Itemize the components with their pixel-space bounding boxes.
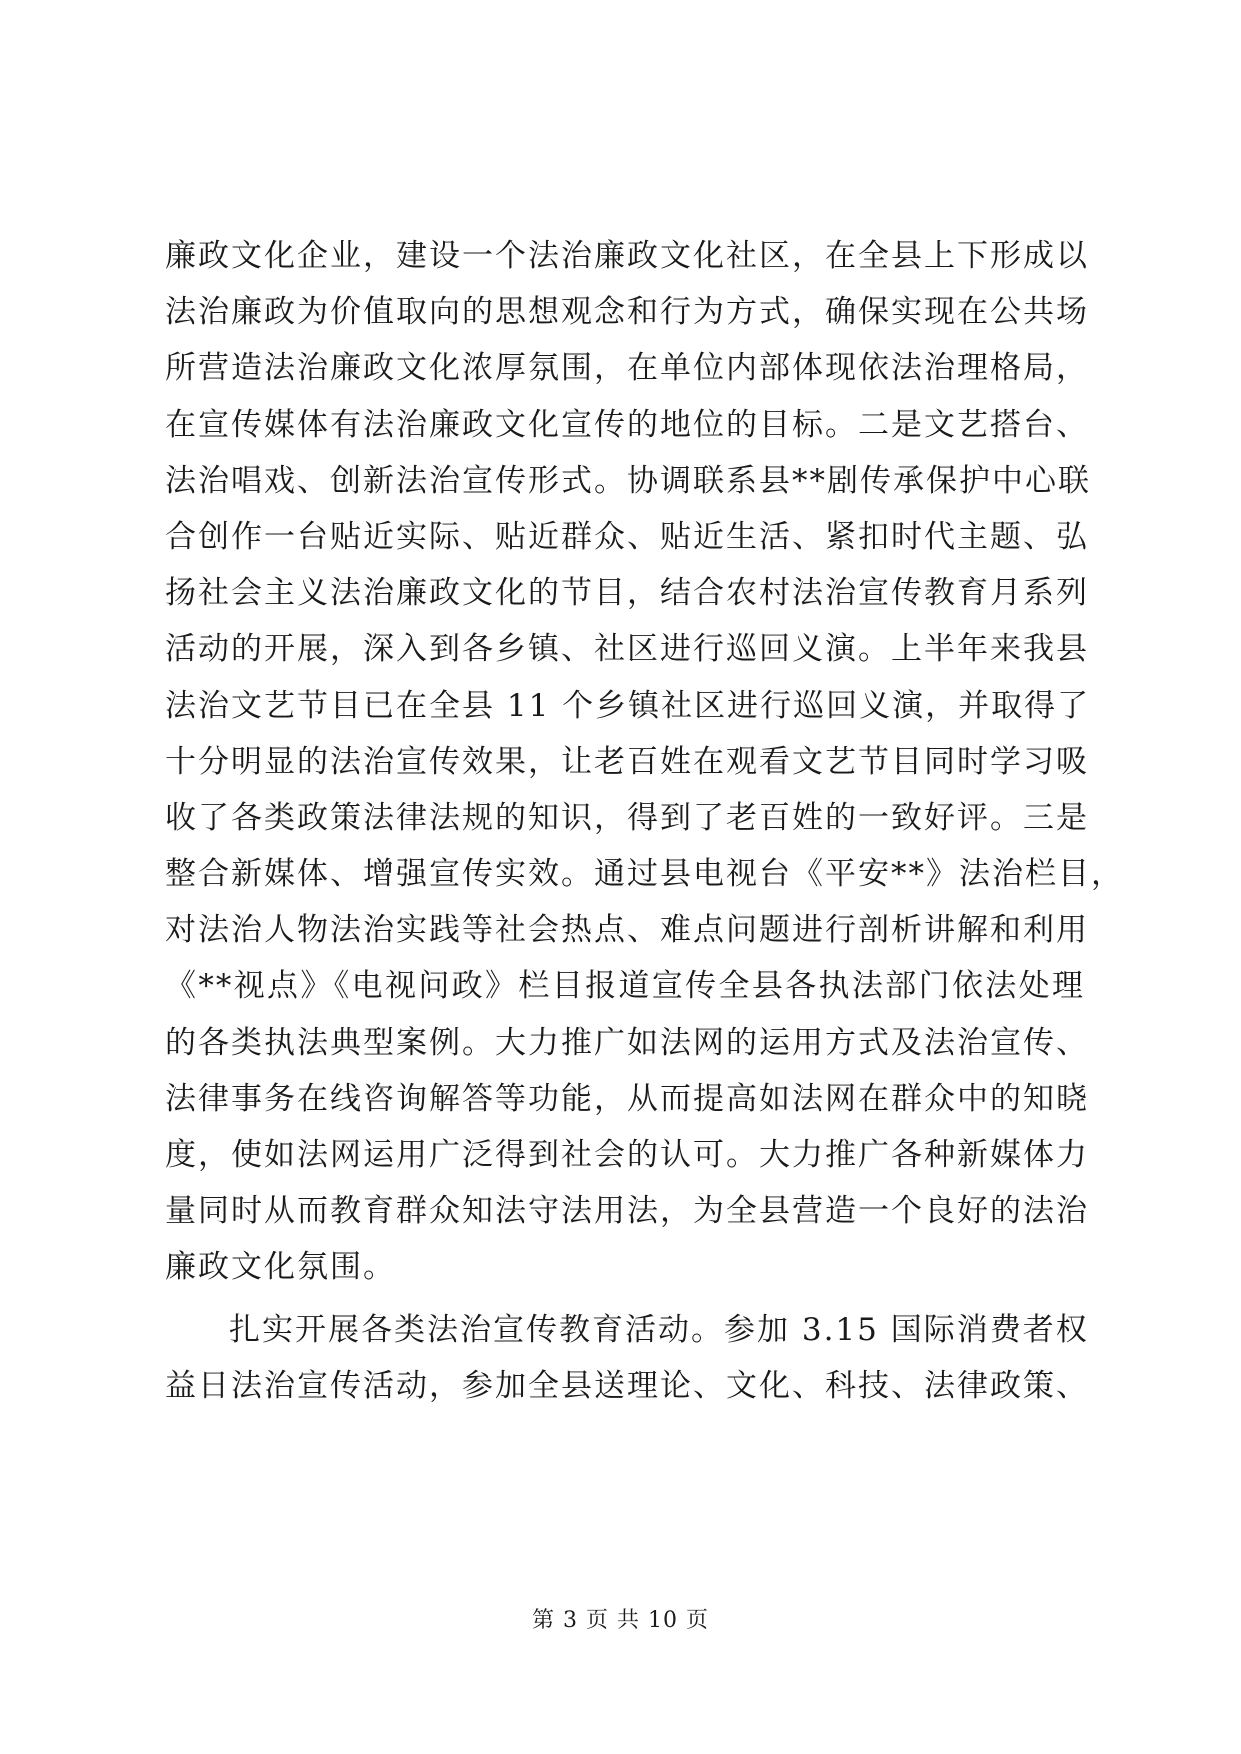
text-line: 廉政文化企业，建设一个法治廉政文化社区，在全县上下形成以: [165, 238, 1089, 274]
paragraph-first-line: 扎实开展各类法治宣传教育活动。参加 3.15 国际消费者权: [229, 1311, 1089, 1348]
text-line: 合创作一台贴近实际、贴近群众、贴近生活、紧扣时代主题、弘: [165, 518, 1089, 555]
text-line: 在宣传媒体有法治廉政文化宣传的地位的目标。二是文艺搭台、: [165, 406, 1089, 443]
text-line: 活动的开展，深入到各乡镇、社区进行巡回义演。上半年来我县: [165, 631, 1089, 668]
text-line: 法治唱戏、创新法治宣传形式。协调联系县**剧传承保护中心联: [165, 462, 1091, 499]
text-line: 《**视点》《电视问政》栏目报道宣传全县各执法部门依法处理: [165, 968, 1085, 1005]
text-line: 对法治人物法治实践等社会热点、难点问题进行剖析讲解和利用: [165, 912, 1089, 949]
page-number: 第 3 页 共 10 页: [532, 1608, 709, 1633]
text-line: 整合新媒体、增强宣传实效。通过县电视台《平安**》法治栏目，: [165, 856, 1124, 893]
text-line: 十分明显的法治宣传效果，让老百姓在观看文艺节目同时学习吸: [165, 743, 1089, 780]
text-line: 所营造法治廉政文化浓厚氛围，在单位内部体现依法治理格局，: [165, 350, 1089, 387]
text-line: 度，使如法网运用广泛得到社会的认可。大力推广各种新媒体力: [165, 1137, 1089, 1173]
text-line: 扬社会主义法治廉政文化的节目，结合农村法治宣传教育月系列: [165, 575, 1089, 612]
text-line: 益日法治宣传活动，参加全县送理论、文化、科技、法律政策、: [165, 1367, 1089, 1404]
text-line: 法律事务在线咨询解答等功能，从而提高如法网在群众中的知晓: [165, 1080, 1089, 1117]
text-line: 收了各类政策法律法规的知识，得到了老百姓的一致好评。三是: [165, 799, 1089, 836]
text-line: 法治文艺节目已在全县 11 个乡镇社区进行巡回义演，并取得了: [165, 687, 1091, 724]
text-line: 廉政文化氛围。: [165, 1249, 396, 1286]
text-line: 量同时从而教育群众知法守法用法，为全县营造一个良好的法治: [165, 1193, 1089, 1230]
text-line: 法治廉政为价值取向的思想观念和行为方式，确保实现在公共场: [165, 294, 1089, 331]
text-line: 的各类执法典型案例。大力推广如法网的运用方式及法治宣传、: [165, 1024, 1089, 1061]
document-body: [165, 228, 1124, 1414]
